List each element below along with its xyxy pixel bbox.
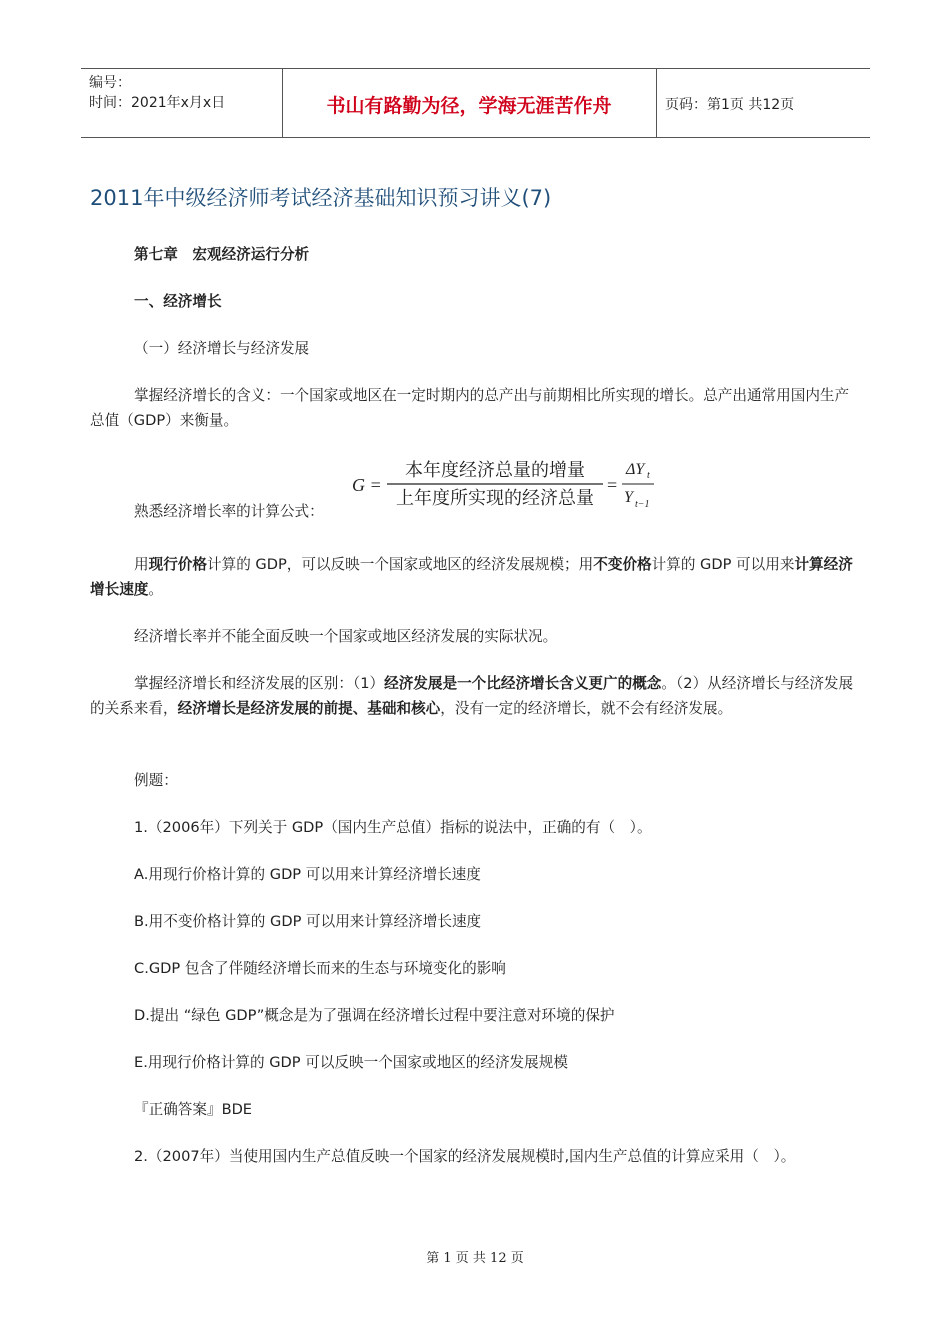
text-run: 计算的 GDP，可以反映一个国家或地区的经济发展规模；用 [207,556,594,573]
text-run: ，没有一定的经济增长，就不会有经济发展。 [440,700,733,717]
doc-date-label: 时间：2021年x月x日 [89,95,226,111]
formula-numerator: 本年度经济总量的增量 [405,460,585,481]
question-1-answer: 『正确答案』BDE [134,1101,253,1118]
text-run: 。（2）从经济增长与经济发展的关系来看， [90,675,854,717]
question-1-stem: 1.（2006年）下列关于 GDP（国内生产总值）指标的说法中，正确的有（ ）。 [134,819,652,836]
question-1-option-c: C.GDP 包含了伴随经济增长而来的生态与环境变化的影响 [134,960,506,977]
formula-subscript-t: t [647,470,650,481]
formula-subscript-t-minus-1: t−1 [635,499,650,510]
bold-run: 经济发展是一个比经济增长含义更广的概念 [384,675,662,692]
text-run: 掌握经济增长和经济发展的区别：（1） [134,675,385,692]
doc-number-label: 编号： [89,75,131,91]
question-1-option-a: A.用现行价格计算的 GDP 可以用来计算经济增长速度 [134,866,481,883]
paragraph-limitation: 经济增长率并不能全面反映一个国家或地区经济发展的实际状况。 [134,628,558,645]
formula-y: Y [624,489,633,506]
bold-run: 不变价格 [593,556,652,573]
subsection-heading: （一）经济增长与经济发展 [134,340,310,357]
section-heading: 一、经济增长 [134,293,222,310]
text-run: 用 [134,556,149,573]
formula-denominator: 上年度所实现的经济总量 [396,488,594,509]
example-label: 例题： [134,772,178,789]
formula-label: 熟悉经济增长率的计算公式： [134,503,324,520]
formula-lhs: G = [352,475,382,495]
header-meta [89,73,225,113]
question-1-option-b: B.用不变价格计算的 GDP 可以用来计算经济增长速度 [134,913,482,930]
paragraph-definition: 掌握经济增长的含义：一个国家或地区在一定时期内的总产出与前期相比所实现的增长。总产出通常用国内生产总值（GDP）来衡量。 [90,387,850,429]
question-1-option-d: D.提出 “绿色 GDP”概念是为了强调在经济增长过程中要注意对环境的保护 [134,1007,615,1024]
question-2-stem: 2.（2007年）当使用国内生产总值反映一个国家的经济发展规模时,国内生产总值的计算应采用（ ）。 [134,1148,796,1165]
header-page-info: 页码：第1页 共12页 [665,97,795,113]
question-1-option-e: E.用现行价格计算的 GDP 可以反映一个国家或地区的经济发展规模 [134,1054,568,1071]
text-run: 。 [148,581,163,598]
bold-run: 计算经济增长速度 [90,556,853,598]
page-footer: 第 1 页 共 12 页 [426,1251,524,1266]
header-divider [656,69,657,137]
bold-run: 现行价格 [148,556,207,573]
paragraph-difference [90,671,858,721]
paragraph-prices [90,552,858,602]
header-motto: 书山有路勤为径，学海无涯苦作舟 [326,95,612,117]
chapter-heading: 第七章 宏观经济运行分析 [134,246,310,263]
formula-equals: = [607,475,618,495]
header-table [81,68,870,138]
formula-delta-y: ΔY [626,461,645,478]
text-run: 计算的 GDP 可以用来 [651,556,795,573]
doc-title: 2011年中级经济师考试经济基础知识预习讲义(7) [90,186,552,210]
growth-rate-formula [350,452,670,522]
bold-run: 经济增长是经济发展的前提、基础和核心 [177,700,441,717]
